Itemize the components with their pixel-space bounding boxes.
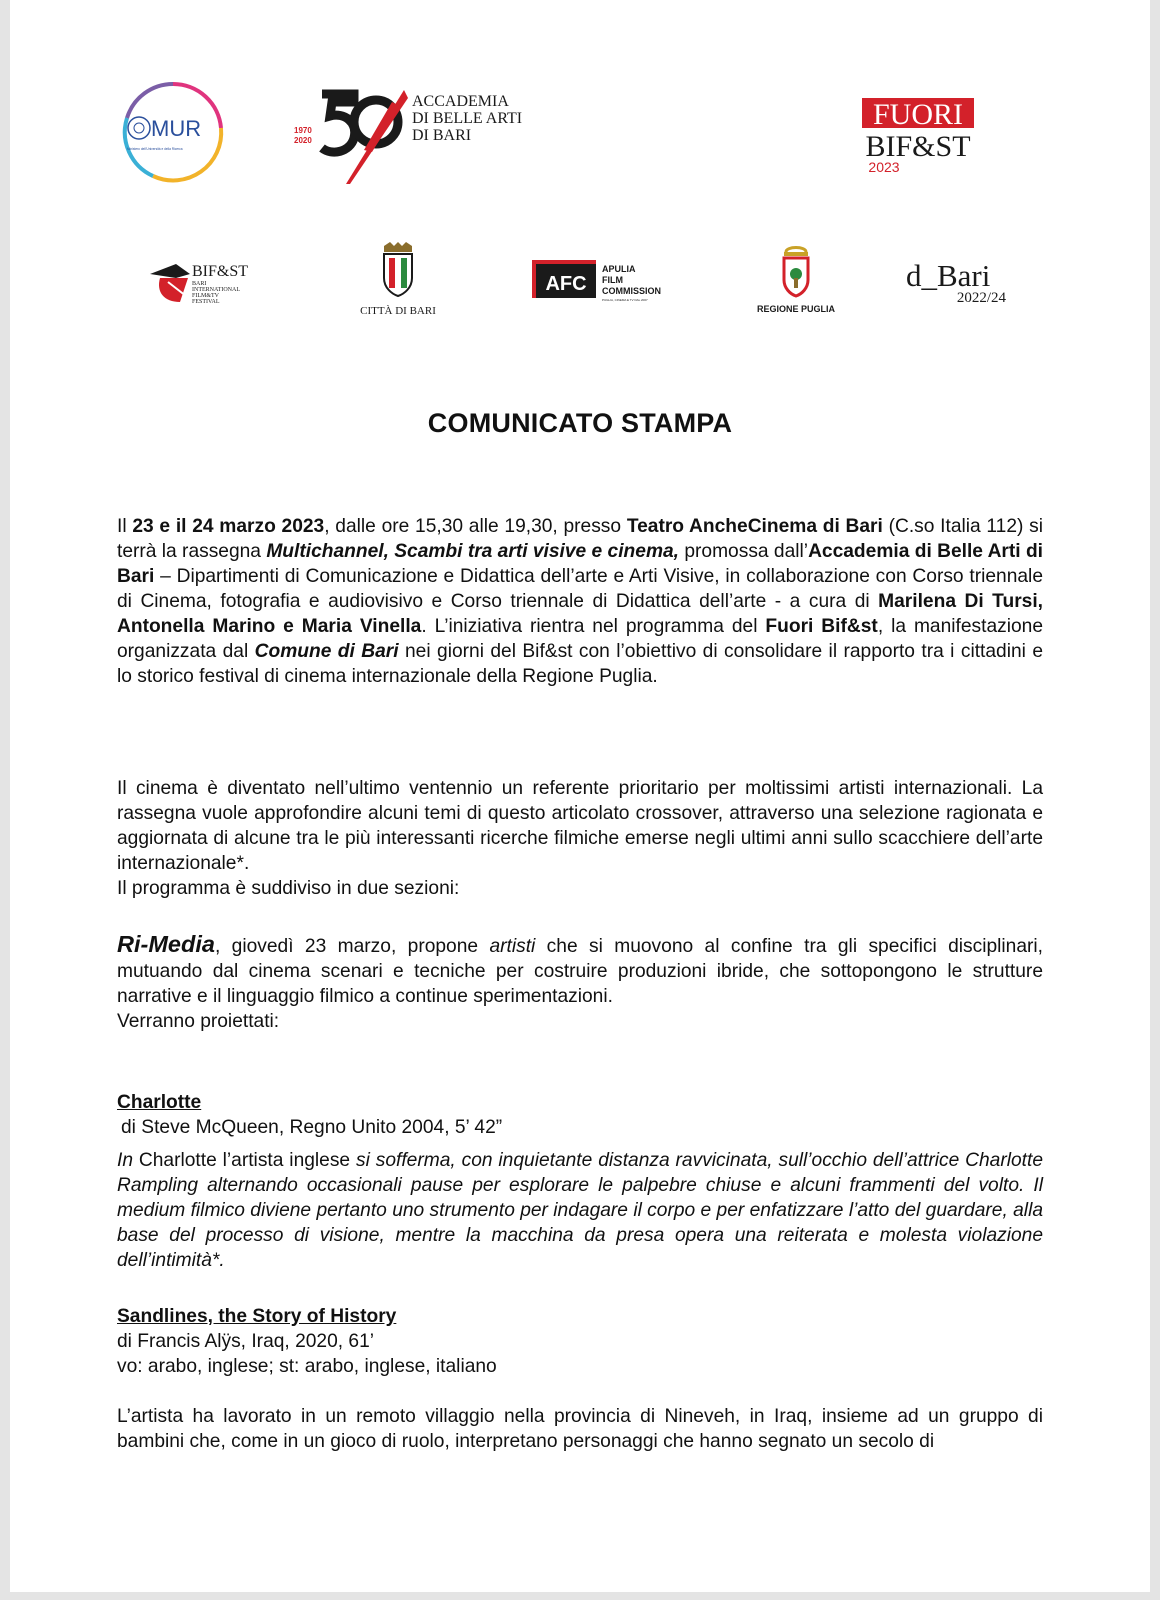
afc-line-3: COMMISSION <box>602 286 662 296</box>
event-dates: 23 e il 24 marzo 2023 <box>132 516 325 537</box>
intro-text-3: (C.so Italia 112) si terrà la rassegna <box>117 516 1044 562</box>
film-desc-2: Charlotte l’artista inglese <box>133 1150 356 1171</box>
intro-text-6: . L’iniziativa rientra nel programma del <box>421 616 766 637</box>
afc-logo <box>532 256 672 312</box>
afc-short: AFC <box>545 273 587 295</box>
film-title: Sandlines, the Story of History <box>117 1306 397 1327</box>
organizer-name: Comune di Bari <box>254 641 399 662</box>
mur-label: MUR <box>151 116 202 141</box>
bifest-line-2: INTERNATIONAL <box>192 287 240 293</box>
d-bari-name: d_Bari <box>906 260 991 293</box>
document-page <box>10 0 1150 1592</box>
film-title: Charlotte <box>117 1092 202 1113</box>
bifest-line-4: FESTIVAL <box>192 299 220 305</box>
film-credit: di Steve McQueen, Regno Unito 2004, 5’ 42” <box>121 1117 503 1138</box>
accademia-year-start: 1970 <box>294 126 312 135</box>
mur-caption: Ministero dell'Università e della Ricerca <box>127 147 183 151</box>
intro-text-7: , la manifestazione organizzata dal <box>117 616 1043 662</box>
fuori-bifest-text: BIF&ST <box>865 130 971 163</box>
regione-puglia-logo <box>746 244 846 318</box>
bifest-line-3: FILM&TV <box>192 293 219 299</box>
film-desc-3: si sofferma, con inquietante distanza ravvicinata, sull’occhio dell’attrice Charlotte Rampling alternando occasionali pause per esplorare le palpebre chiuse e alcuni frammenti del volto. Il medium filmico diviene pertanto uno strumento per indagare il corpo e per enfatizzare l’atto del guardare, alla base del processo di visione, mentre la macchina da presa opera una reiterata e molesta violazione dell’intimità*. <box>117 1150 1043 1271</box>
program-name: Fuori Bif&st <box>765 616 878 637</box>
intro-text-1: Il <box>117 516 133 537</box>
film-credit: di Francis Alÿs, Iraq, 2020, 61’ <box>117 1331 375 1352</box>
fuori-bifest-logo <box>862 96 988 176</box>
mur-logo <box>113 78 233 184</box>
d-bari-logo <box>906 260 1016 310</box>
accademia-year-end: 2020 <box>294 136 312 145</box>
bifest-name: BIF&ST <box>192 263 249 280</box>
accademia-logo <box>292 80 542 188</box>
afc-small: PUGLIA, CINEMA E TV DAL 2007 <box>602 298 648 302</box>
bifest-logo <box>146 252 266 312</box>
intro-text-4: promossa dall’ <box>679 541 809 562</box>
citta-bari-label: CITTÀ DI BARI <box>360 305 436 317</box>
curators: Marilena Di Tursi, Antonella Marino e Maria Vinella <box>117 591 1044 637</box>
rimedia-artists: artisti <box>489 936 536 957</box>
afc-line-1: APULIA <box>602 264 636 274</box>
rimedia-term: Ri-Media <box>117 931 215 957</box>
event-title: Multichannel, Scambi tra arti visive e cinema, <box>266 541 680 562</box>
promoter-name: Accademia di Belle Arti di Bari <box>117 541 1044 587</box>
bifest-line-1: BARI <box>192 281 207 287</box>
fuori-text: FUORI <box>872 98 964 131</box>
accademia-line-1: ACCADEMIA <box>412 93 509 110</box>
film-charlotte <box>117 1090 1043 1273</box>
sections-intro: Il programma è suddiviso in due sezioni: <box>117 878 460 899</box>
rimedia-text-1b: , propone <box>390 936 490 957</box>
film-desc-1: In <box>117 1150 134 1171</box>
fuori-year: 2023 <box>868 159 900 175</box>
rimedia-paragraph <box>117 932 1043 1034</box>
intro-text-8: nei giorni del Bif&st con l’obiettivo di consolidare il rapporto tra i cittadini e lo storico festival di cinema internazionale della Regione Puglia. <box>117 641 1043 687</box>
accademia-line-3: DI BARI <box>412 127 472 144</box>
rimedia-text-1: , giovedì 23 marzo <box>214 936 391 957</box>
accademia-line-2: DI BELLE ARTI <box>412 110 523 127</box>
venue-name: Teatro AncheCinema di Bari <box>626 516 883 537</box>
film-description: L’artista ha lavorato in un remoto villaggio nella provincia di Nineveh, in Iraq, insieme ad un gruppo di bambini che, come in un gioco di ruolo, interpretano personaggi che hanno segnato un secolo di <box>117 1406 1043 1452</box>
intro-text-5: – Dipartimenti di Comunicazione e Didattica dell’arte e Arti Visive, in collaborazione con Corso triennale di Cinema, fotografia e audiovisivo e Corso triennale di Didattica dell’arte - a cura di <box>117 566 1043 612</box>
context-text: Il cinema è diventato nell’ultimo ventennio un referente prioritario per moltissimi artisti internazionali. La rassegna vuole approfondire alcuni temi di questo articolato crossover, attraverso una selezione ragionata e aggiornata di alcune tra le più interessanti ricerche filmiche emerse negli ultimi anni sullo scacchiere dell’arte internazionale*. <box>117 778 1043 874</box>
document-title: COMUNICATO STAMPA <box>427 408 733 438</box>
regione-puglia-label: REGIONE PUGLIA <box>756 304 836 314</box>
d-bari-years: 2022/24 <box>956 290 1006 306</box>
rimedia-screening-intro: Verranno proiettati: <box>117 1011 280 1032</box>
intro-text-2: , dalle ore 15,30 alle 19,30, presso <box>324 516 627 537</box>
film-sandlines <box>117 1304 1043 1454</box>
afc-line-2: FILM <box>602 275 623 285</box>
intro-paragraph <box>117 514 1043 689</box>
context-paragraph <box>117 776 1043 901</box>
rimedia-text-2: che si muovono al confine tra gli specifici disciplinari, mutuando dal cinema scenari e tecniche per costruire produzioni ibride, che sottopongono le strutture narrative e il linguaggio filmico a continue sperimentazioni. <box>117 936 1043 1007</box>
citta-bari-logo <box>348 240 448 320</box>
film-language: vo: arabo, inglese; st: arabo, inglese, italiano <box>117 1356 497 1377</box>
